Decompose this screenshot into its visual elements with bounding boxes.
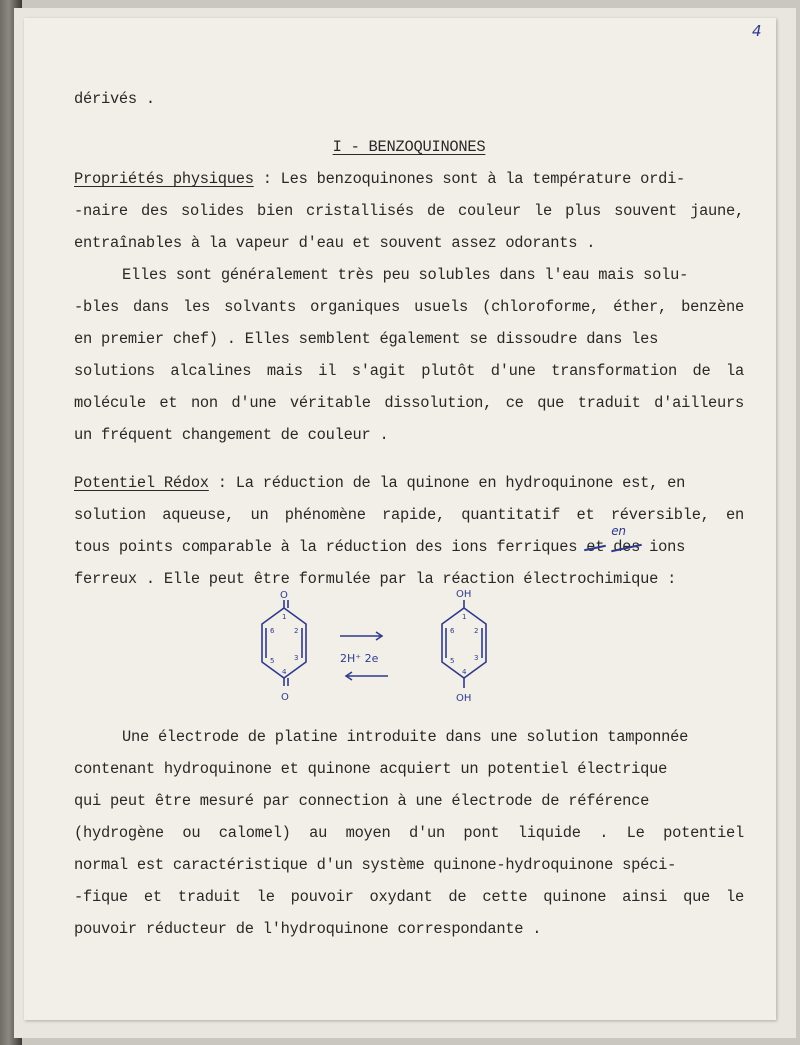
page-number: 4 <box>752 22 762 40</box>
ring-number: 1 <box>282 613 287 621</box>
text-line: -fique et traduit le pouvoir oxydant de cette quinone ainsi que le <box>74 888 744 906</box>
text-line: qui peut être mesuré par connection à une électrode de référence <box>74 792 650 810</box>
section-heading-text: I - BENZOQUINONES <box>332 138 486 156</box>
text-line: normal est caractéristique d'un système quinone-hydroquinone spéci- <box>74 856 677 874</box>
text-line: ferreux . Elle peut être formulée par la réaction électrochimique : <box>74 570 677 588</box>
quinone-oxygen-bottom: O <box>281 692 289 703</box>
text-line: molécule et non d'une véritable dissolution, ce que traduit d'ailleurs <box>74 394 744 412</box>
text-line: Une électrode de platine introduite dans une solution tamponnée <box>122 728 689 746</box>
text-line: entraînables à la vapeur d'eau et souvent assez odorants . <box>74 234 596 252</box>
ring-number: 6 <box>270 627 275 635</box>
ring-number: 4 <box>462 668 467 676</box>
ring-number: 6 <box>450 627 455 635</box>
ring-number: 2 <box>294 627 299 635</box>
text-line: solution aqueuse, un phénomène rapide, quantitatif et réversible, en <box>74 506 744 524</box>
document-page <box>24 18 776 1020</box>
hydroquinone-oh-top: OH <box>456 589 472 600</box>
text-fragment: : La réduction de la quinone en hydroquinone est, en <box>208 474 686 492</box>
text-line: pouvoir réducteur de l'hydroquinone correspondante . <box>74 920 542 938</box>
struck-word-text: des <box>613 538 641 556</box>
text-line: -bles dans les solvants organiques usuels (chloroforme, éther, benzène <box>74 298 744 316</box>
ring-number: 3 <box>474 654 479 662</box>
paragraph-label: Propriétés physiques <box>74 170 254 188</box>
ring-number: 3 <box>294 654 299 662</box>
ring-number: 1 <box>462 613 467 621</box>
ring-number: 5 <box>450 657 455 665</box>
ring-number: 2 <box>474 627 479 635</box>
reagents-label: 2H⁺ 2e <box>340 652 379 665</box>
paragraph-label: Potentiel Rédox <box>74 474 209 492</box>
text-line: solutions alcalines mais il s'agit plutôt d'une transformation de la <box>74 362 744 380</box>
text-line: -naire des solides bien cristallisés de couleur le plus souvent jaune, <box>74 202 744 220</box>
text-fragment: tous points comparable à la réduction des ions ferriques <box>74 538 587 556</box>
text-line: Elles sont généralement très peu solubles dans l'eau mais solu- <box>122 266 689 284</box>
ring-number: 5 <box>270 657 275 665</box>
text-line <box>74 170 744 188</box>
redox-reaction-scheme <box>244 588 504 718</box>
ring-number: 4 <box>282 668 287 676</box>
quinone-oxygen-top: O <box>280 590 288 601</box>
text-line: en premier chef) . Elles semblent également se dissoudre dans les <box>74 330 659 348</box>
handwritten-insert: en <box>611 524 626 538</box>
text-line: contenant hydroquinone et quinone acquiert un potentiel électrique <box>74 760 668 778</box>
text-line <box>74 524 744 556</box>
struck-word: et <box>586 538 605 556</box>
text-line: un fréquent changement de couleur . <box>74 426 389 444</box>
text-fragment: : Les benzoquinones sont à la température ordi- <box>253 170 686 188</box>
text-fragment: ions <box>640 538 686 556</box>
struck-word <box>611 524 641 556</box>
hydroquinone-oh-bottom: OH <box>456 693 472 704</box>
text-line <box>74 474 744 492</box>
text-line: dérivés . <box>74 90 155 108</box>
text-line: (hydrogène ou calomel) au moyen d'un pont liquide . Le potentiel <box>74 824 744 842</box>
section-heading <box>74 138 744 156</box>
